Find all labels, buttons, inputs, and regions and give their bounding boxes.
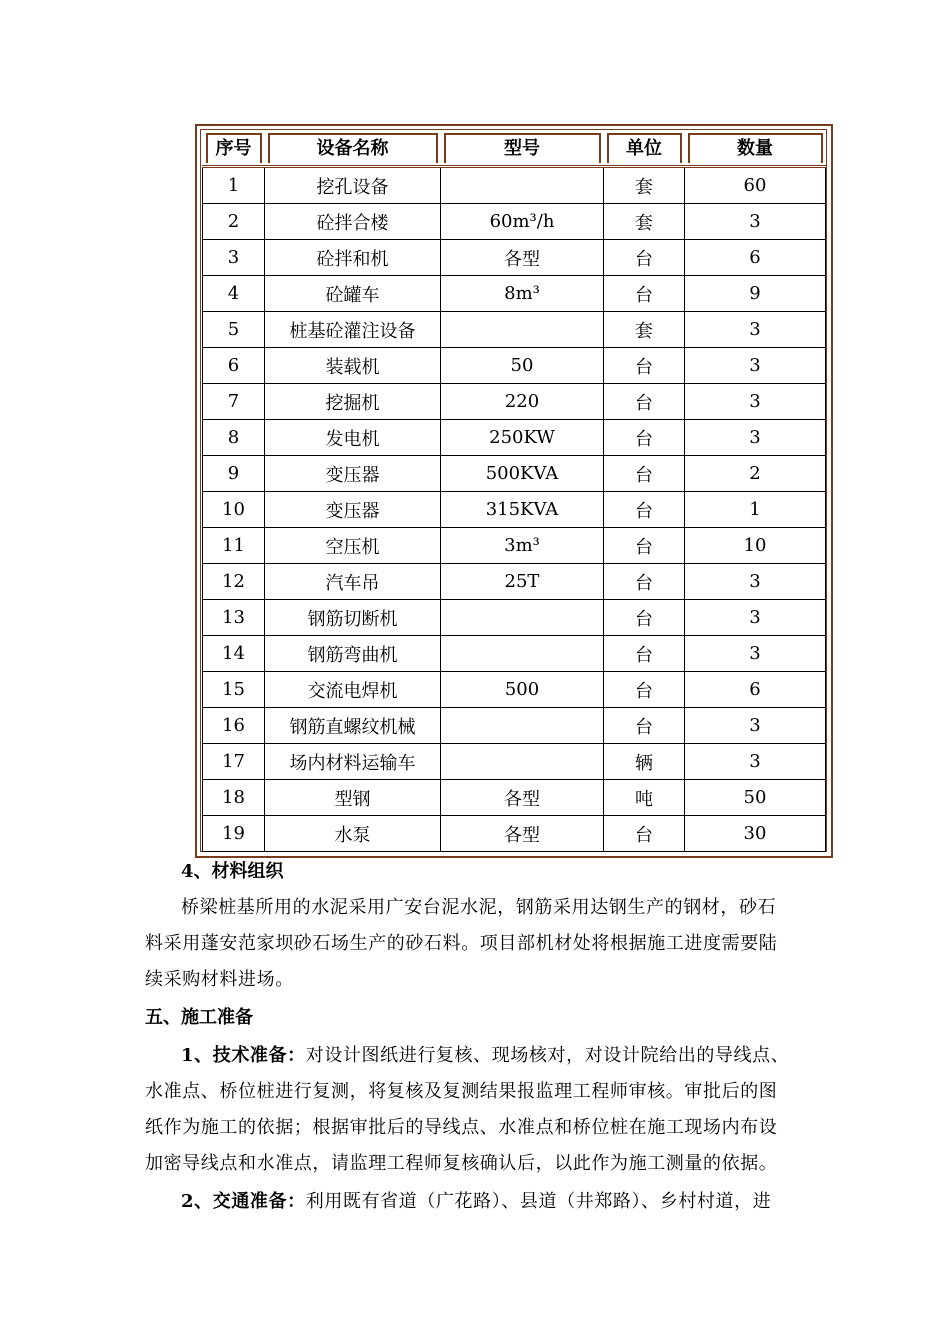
table-cell: 220 bbox=[441, 384, 604, 420]
table-cell: 台 bbox=[604, 528, 685, 564]
table-cell: 3 bbox=[685, 708, 826, 744]
table-row bbox=[203, 744, 826, 780]
table-cell: 3 bbox=[685, 744, 826, 780]
table-cell: 19 bbox=[203, 816, 265, 852]
table-cell: 型钢 bbox=[265, 780, 441, 816]
table-cell: 9 bbox=[685, 276, 826, 312]
table-cell: 50 bbox=[685, 780, 826, 816]
table-cell: 10 bbox=[685, 528, 826, 564]
table-cell: 8 bbox=[203, 420, 265, 456]
table-cell: 11 bbox=[203, 528, 265, 564]
table-cell: 砼拌合楼 bbox=[265, 204, 441, 240]
table-cell: 1 bbox=[685, 492, 826, 528]
table-cell bbox=[441, 744, 604, 780]
paragraph bbox=[145, 1038, 810, 1182]
table-cell: 台 bbox=[604, 816, 685, 852]
table-cell: 12 bbox=[203, 564, 265, 600]
table-cell: 16 bbox=[203, 708, 265, 744]
table-cell: 钢筋切断机 bbox=[265, 600, 441, 636]
table-row bbox=[203, 492, 826, 528]
table-cell bbox=[441, 312, 604, 348]
table-row bbox=[203, 240, 826, 276]
table-cell: 辆 bbox=[604, 744, 685, 780]
table-cell: 18 bbox=[203, 780, 265, 816]
table-cell: 砼拌和机 bbox=[265, 240, 441, 276]
table-cell: 8m³ bbox=[441, 276, 604, 312]
table-row bbox=[203, 276, 826, 312]
header-cell: 数量 bbox=[685, 131, 826, 167]
table-cell: 14 bbox=[203, 636, 265, 672]
table-cell: 各型 bbox=[441, 240, 604, 276]
table-cell: 台 bbox=[604, 636, 685, 672]
table-cell: 挖掘机 bbox=[265, 384, 441, 420]
table-row bbox=[203, 564, 826, 600]
table-cell: 变压器 bbox=[265, 492, 441, 528]
table-cell: 空压机 bbox=[265, 528, 441, 564]
table-row bbox=[203, 816, 826, 852]
paragraph-line: 加密导线点和水准点，请监理工程师复核确认后，以此作为施工测量的依据。 bbox=[145, 1153, 778, 1174]
header-cell: 序号 bbox=[203, 131, 265, 167]
table-cell bbox=[441, 636, 604, 672]
table-cell: 台 bbox=[604, 276, 685, 312]
table-cell: 3 bbox=[685, 384, 826, 420]
table-cell: 7 bbox=[203, 384, 265, 420]
table-cell: 套 bbox=[604, 312, 685, 348]
table-cell: 台 bbox=[604, 672, 685, 708]
table-cell: 3 bbox=[685, 204, 826, 240]
paragraph-line: 续采购材料进场。 bbox=[145, 969, 294, 990]
table-row bbox=[203, 348, 826, 384]
table-cell: 各型 bbox=[441, 816, 604, 852]
table-row bbox=[203, 780, 826, 816]
table-cell: 3 bbox=[203, 240, 265, 276]
table-cell: 3 bbox=[685, 420, 826, 456]
table-cell: 发电机 bbox=[265, 420, 441, 456]
table-cell: 3m³ bbox=[441, 528, 604, 564]
table-cell: 套 bbox=[604, 204, 685, 240]
equipment-table bbox=[202, 131, 826, 852]
table-cell: 9 bbox=[203, 456, 265, 492]
table-cell: 25T bbox=[441, 564, 604, 600]
paragraph bbox=[145, 1184, 810, 1220]
table-cell: 台 bbox=[604, 420, 685, 456]
section-heading: 五、施工准备 bbox=[145, 1007, 253, 1028]
table-cell: 变压器 bbox=[265, 456, 441, 492]
table-header-row bbox=[203, 131, 826, 167]
table-cell: 500 bbox=[441, 672, 604, 708]
table-cell: 6 bbox=[685, 672, 826, 708]
table-cell: 3 bbox=[685, 312, 826, 348]
table-cell: 交流电焊机 bbox=[265, 672, 441, 708]
table-cell: 台 bbox=[604, 456, 685, 492]
table-cell: 挖孔设备 bbox=[265, 167, 441, 204]
table-cell: 13 bbox=[203, 600, 265, 636]
table-cell: 台 bbox=[604, 240, 685, 276]
paragraph-line: 水准点、桥位桩进行复测，将复核及复测结果报监理工程师审核。审批后的图 bbox=[145, 1081, 778, 1102]
item-label: 2、交通准备： bbox=[181, 1191, 306, 1212]
header-cell: 设备名称 bbox=[265, 131, 441, 167]
table-cell: 装载机 bbox=[265, 348, 441, 384]
section-heading: 4、材料组织 bbox=[181, 861, 284, 882]
table-cell: 10 bbox=[203, 492, 265, 528]
table-row bbox=[203, 528, 826, 564]
paragraph-line: 2、交通准备：利用既有省道（广花路）、县道（井郑路）、乡村村道，进 bbox=[181, 1191, 772, 1212]
table-cell: 5 bbox=[203, 312, 265, 348]
section-4 bbox=[145, 858, 810, 998]
table-cell bbox=[441, 600, 604, 636]
header-cell: 单位 bbox=[604, 131, 685, 167]
table-cell: 水泵 bbox=[265, 816, 441, 852]
table-cell: 各型 bbox=[441, 780, 604, 816]
table-cell: 500KVA bbox=[441, 456, 604, 492]
table-row bbox=[203, 384, 826, 420]
item-label: 1、技术准备： bbox=[181, 1045, 306, 1066]
table-cell: 吨 bbox=[604, 780, 685, 816]
table-cell: 2 bbox=[203, 204, 265, 240]
paragraph-line: 1、技术准备：对设计图纸进行复核、现场核对，对设计院给出的导线点、 bbox=[181, 1045, 790, 1066]
table-cell: 17 bbox=[203, 744, 265, 780]
table-row bbox=[203, 312, 826, 348]
table-cell: 钢筋弯曲机 bbox=[265, 636, 441, 672]
table-cell: 6 bbox=[685, 240, 826, 276]
table-cell: 50 bbox=[441, 348, 604, 384]
table-row bbox=[203, 672, 826, 708]
table-cell: 1 bbox=[203, 167, 265, 204]
table-row bbox=[203, 600, 826, 636]
table-cell: 台 bbox=[604, 384, 685, 420]
paragraph-line: 桥梁桩基所用的水泥采用广安台泥水泥，钢筋采用达钢生产的钢材，砂石 bbox=[181, 897, 777, 918]
paragraph-line: 料采用蓬安范家坝砂石场生产的砂石料。项目部机材处将根据施工进度需要陆 bbox=[145, 933, 778, 954]
table-cell: 2 bbox=[685, 456, 826, 492]
table-cell: 15 bbox=[203, 672, 265, 708]
paragraph bbox=[145, 890, 810, 998]
table-cell: 台 bbox=[604, 708, 685, 744]
paragraph-line: 纸作为施工的依据；根据审批后的导线点、水准点和桥位桩在施工现场内布设 bbox=[145, 1117, 778, 1138]
table-body bbox=[203, 167, 826, 852]
table-cell: 3 bbox=[685, 564, 826, 600]
table-row bbox=[203, 167, 826, 204]
table-cell: 台 bbox=[604, 492, 685, 528]
table-cell: 桩基砼灌注设备 bbox=[265, 312, 441, 348]
table-row bbox=[203, 204, 826, 240]
table-cell: 台 bbox=[604, 348, 685, 384]
table-row bbox=[203, 636, 826, 672]
table-cell: 60m³/h bbox=[441, 204, 604, 240]
table-cell bbox=[441, 708, 604, 744]
table-cell: 3 bbox=[685, 636, 826, 672]
table-cell bbox=[441, 167, 604, 204]
table-cell: 台 bbox=[604, 600, 685, 636]
table-cell: 30 bbox=[685, 816, 826, 852]
table-cell: 4 bbox=[203, 276, 265, 312]
section-5 bbox=[145, 1004, 810, 1220]
table-cell: 钢筋直螺纹机械 bbox=[265, 708, 441, 744]
header-cell: 型号 bbox=[441, 131, 604, 167]
table-cell: 315KVA bbox=[441, 492, 604, 528]
table-cell: 6 bbox=[203, 348, 265, 384]
table-cell: 砼罐车 bbox=[265, 276, 441, 312]
table-cell: 套 bbox=[604, 167, 685, 204]
table-cell: 3 bbox=[685, 600, 826, 636]
table-cell: 汽车吊 bbox=[265, 564, 441, 600]
table-cell: 3 bbox=[685, 348, 826, 384]
table-row bbox=[203, 420, 826, 456]
table-row bbox=[203, 456, 826, 492]
table-cell: 60 bbox=[685, 167, 826, 204]
table-cell: 250KW bbox=[441, 420, 604, 456]
table-cell: 场内材料运输车 bbox=[265, 744, 441, 780]
table-cell: 台 bbox=[604, 564, 685, 600]
table-row bbox=[203, 708, 826, 744]
